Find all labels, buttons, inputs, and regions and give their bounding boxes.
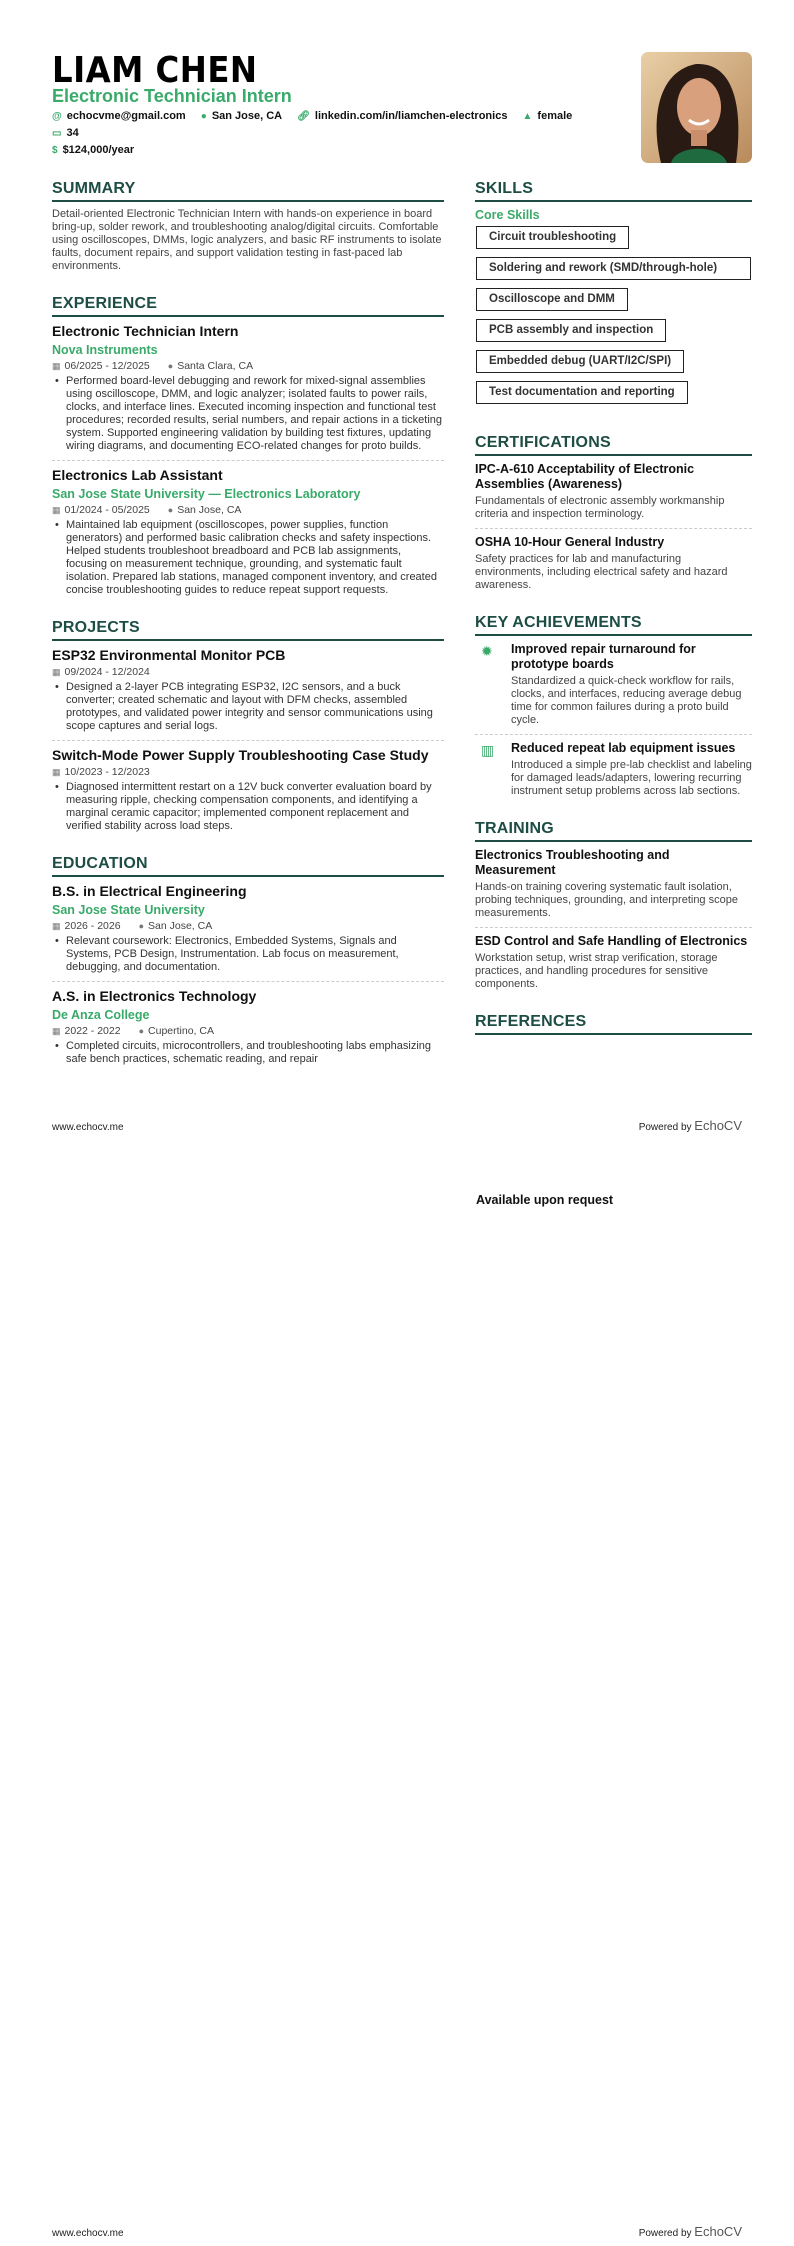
- education-entry: [52, 883, 444, 974]
- entry-dates: 2026 - 2026: [64, 920, 121, 932]
- cert-desc: Safety practices for lab and manufacturing environments, including electrical safety and hazard awareness.: [475, 553, 728, 591]
- certifications-section: [475, 434, 752, 592]
- achievement-title: Improved repair turnaround for prototype boards: [511, 642, 696, 671]
- left-column: [52, 180, 444, 1088]
- footer-powered: Powered by EchoCV: [638, 1118, 742, 1133]
- section-heading: REFERENCES: [475, 1013, 752, 1035]
- skill-tag: Test documentation and reporting: [476, 381, 688, 404]
- achievement-item: [475, 741, 752, 798]
- cert-desc: Fundamentals of electronic assembly workmanship criteria and inspection terminology.: [475, 495, 725, 520]
- contact-salary: $ $124,000/year: [52, 144, 135, 156]
- section-heading: SKILLS: [475, 180, 752, 202]
- achievement-item: [475, 642, 752, 727]
- references-section: [475, 1013, 752, 1035]
- achievement-desc: Introduced a simple pre-lab checklist and labeling for damaged leads/adapters, lowering recurring instrument setup problems across lab sections.: [511, 759, 752, 797]
- section-heading: EDUCATION: [52, 855, 444, 877]
- cert-title: IPC-A-610 Acceptability of Electronic Assemblies (Awareness): [475, 462, 695, 491]
- entry-org: Nova Instruments: [52, 343, 158, 357]
- calendar-icon: ▭: [52, 128, 62, 139]
- skill-tag: Oscilloscope and DMM: [476, 288, 628, 311]
- skill-tag: PCB assembly and inspection: [476, 319, 666, 342]
- section-heading: CERTIFICATIONS: [475, 434, 752, 456]
- at-icon: @: [52, 111, 62, 122]
- entry-title: ESP32 Environmental Monitor PCB: [52, 647, 286, 663]
- footer-site-link[interactable]: www.echocv.me: [52, 1122, 124, 1133]
- building-icon: ▥: [481, 742, 495, 758]
- skill-tag: Embedded debug (UART/I2C/SPI): [476, 350, 684, 373]
- entry-org: San Jose State University: [52, 903, 205, 917]
- calendar-icon: ▦: [52, 767, 61, 777]
- divider: [475, 734, 752, 735]
- entry-dates: 09/2024 - 12/2024: [64, 666, 150, 678]
- achievement-title: Reduced repeat lab equipment issues: [511, 741, 736, 755]
- map-pin-icon: ●: [167, 505, 174, 515]
- divider: [475, 528, 752, 529]
- gear-icon: ✹: [481, 643, 493, 659]
- calendar-icon: ▦: [52, 667, 61, 677]
- person-icon: ▲: [522, 111, 533, 122]
- section-heading: TRAINING: [475, 820, 752, 842]
- contact-gender: ▲ female: [522, 110, 573, 122]
- cert-title: OSHA 10-Hour General Industry: [475, 535, 665, 549]
- entry-title: Switch-Mode Power Supply Troubleshooting Case Study: [52, 747, 429, 763]
- calendar-icon: ▦: [52, 1026, 61, 1036]
- section-heading: PROJECTS: [52, 619, 444, 641]
- brand-logo: EchoCV: [694, 1118, 742, 1133]
- contact-location: ● San Jose, CA: [200, 110, 283, 122]
- entry-title: Electronic Technician Intern: [52, 323, 239, 339]
- project-entry: [52, 647, 444, 733]
- projects-section: [52, 619, 444, 833]
- summary-section: [52, 180, 444, 273]
- calendar-icon: ▦: [52, 505, 61, 515]
- entry-location: San Jose, CA: [148, 920, 213, 932]
- divider: [52, 740, 444, 741]
- job-title: Electronic Technician Intern: [52, 86, 292, 106]
- right-column: [475, 180, 752, 1057]
- entry-location: San Jose, CA: [177, 504, 242, 516]
- training-title: ESD Control and Safe Handling of Electronics: [475, 934, 748, 948]
- experience-section: [52, 295, 444, 597]
- entry-bullet: • Performed board-level debugging and rework for mixed-signal assemblies using oscilloscope, DMM, and logic analyzer; isolated faults to power rails, clocks, and interface lines. Executed incoming inspection and functional test procedures; recorded results, serial numbers, and repair actions in a ticketing system. Supported engineering validation by building test fixtures, updating wiring diagrams, and documenting ECO-related changes for proto builds.: [52, 375, 444, 453]
- entry-title: Electronics Lab Assistant: [52, 467, 223, 483]
- experience-entry: [52, 467, 444, 597]
- education-section: [52, 855, 444, 1066]
- training-title: Electronics Troubleshooting and Measurement: [475, 848, 670, 877]
- contact-linkedin[interactable]: 🔗︎ linkedin.com/in/liamchen-electronics: [297, 110, 508, 122]
- contact-email[interactable]: @ echocvme@gmail.com: [52, 110, 186, 122]
- footer-site-link[interactable]: www.echocv.me: [52, 2228, 124, 2239]
- entry-bullet: • Relevant coursework: Electronics, Embedded Systems, Signals and Systems, PCB Design, Instrumentation. Lab focus on measurement, debugging, and documentation.: [52, 935, 444, 974]
- dollar-icon: $: [52, 145, 58, 156]
- calendar-icon: ▦: [52, 921, 61, 931]
- entry-bullet: • Completed circuits, microcontrollers, and troubleshooting labs emphasizing safe bench practices, schematic reading, and repair: [52, 1040, 444, 1066]
- references-text: Available upon request: [476, 1193, 614, 1207]
- entry-dates: 01/2024 - 05/2025: [64, 504, 150, 516]
- divider: [475, 927, 752, 928]
- link-icon: 🔗︎: [297, 111, 310, 122]
- calendar-icon: ▦: [52, 361, 61, 371]
- entry-dates: 10/2023 - 12/2023: [64, 766, 150, 778]
- entry-bullet: • Designed a 2-layer PCB integrating ESP32, I2C sensors, and a buck converter; created schematic and layout with DFM checks, assembled prototypes, and validated power integrity and sensor communications using scope captures and serial logs.: [52, 681, 444, 733]
- training-desc: Workstation setup, wrist strap verification, storage practices, and handling procedures for sensitive components.: [475, 952, 718, 990]
- skill-tag: Soldering and rework (SMD/through-hole): [476, 257, 751, 280]
- training-section: [475, 820, 752, 991]
- map-pin-icon: ●: [138, 921, 145, 931]
- entry-title: A.S. in Electronics Technology: [52, 988, 257, 1004]
- entry-org: San Jose State University — Electronics Laboratory: [52, 487, 361, 501]
- project-entry: [52, 747, 444, 833]
- skills-group-title: Core Skills: [475, 208, 540, 222]
- footer-powered: Powered by EchoCV: [638, 2224, 742, 2239]
- skills-section: [475, 180, 752, 412]
- entry-bullet: • Diagnosed intermittent restart on a 12V buck converter evaluation board by measuring ripple, checking compensation components, and identifying a marginal ceramic capacitor; implemented component replacement and verified stability across load steps.: [52, 781, 444, 833]
- section-heading: EXPERIENCE: [52, 295, 444, 317]
- section-heading: SUMMARY: [52, 180, 444, 202]
- skill-tag: Circuit troubleshooting: [476, 226, 629, 249]
- map-pin-icon: ●: [138, 1026, 145, 1036]
- training-desc: Hands-on training covering systematic fault isolation, probing techniques, grounding, and interpreting scope measurements.: [475, 881, 738, 919]
- achievements-section: [475, 614, 752, 798]
- divider: [52, 981, 444, 982]
- profile-photo: [641, 52, 752, 163]
- contact-age: ▭ 34: [52, 127, 79, 139]
- map-pin-icon: ●: [167, 361, 174, 371]
- brand-logo: EchoCV: [694, 2224, 742, 2239]
- divider: [52, 460, 444, 461]
- section-heading: KEY ACHIEVEMENTS: [475, 614, 752, 636]
- summary-text: Detail-oriented Electronic Technician Intern with hands-on experience in board bring-up, solder rework, and troubleshooting analog/digital circuits. Comfortable using oscilloscopes, DMMs, logic analyzers, and basic RF instruments to isolate faults, document repairs, and support validation testing in fast-paced lab environments.: [52, 208, 442, 272]
- entry-location: Santa Clara, CA: [177, 360, 254, 372]
- achievement-desc: Standardized a quick-check workflow for rails, clocks, and interfaces, reducing average debug time for common failures during a proto build cycle.: [511, 675, 742, 726]
- entry-dates: 2022 - 2022: [64, 1025, 121, 1037]
- entry-location: Cupertino, CA: [148, 1025, 214, 1037]
- entry-title: B.S. in Electrical Engineering: [52, 883, 247, 899]
- candidate-name: LIAM CHEN: [52, 50, 258, 91]
- contact-info: [52, 108, 612, 159]
- experience-entry: [52, 323, 444, 453]
- entry-dates: 06/2025 - 12/2025: [64, 360, 150, 372]
- entry-org: De Anza College: [52, 1008, 150, 1022]
- entry-bullet: • Maintained lab equipment (oscilloscopes, power supplies, function generators) and performed basic calibration checks and safety inspections. Helped students troubleshoot breadboard and PCB lab assignments, focusing on measurement technique, grounding, and systematic fault isolation. Prepared lab stations, managed component inventory, and created concise troubleshooting guides to reduce repeat support requests.: [52, 519, 444, 597]
- education-entry: [52, 988, 444, 1066]
- map-pin-icon: ●: [200, 111, 207, 122]
